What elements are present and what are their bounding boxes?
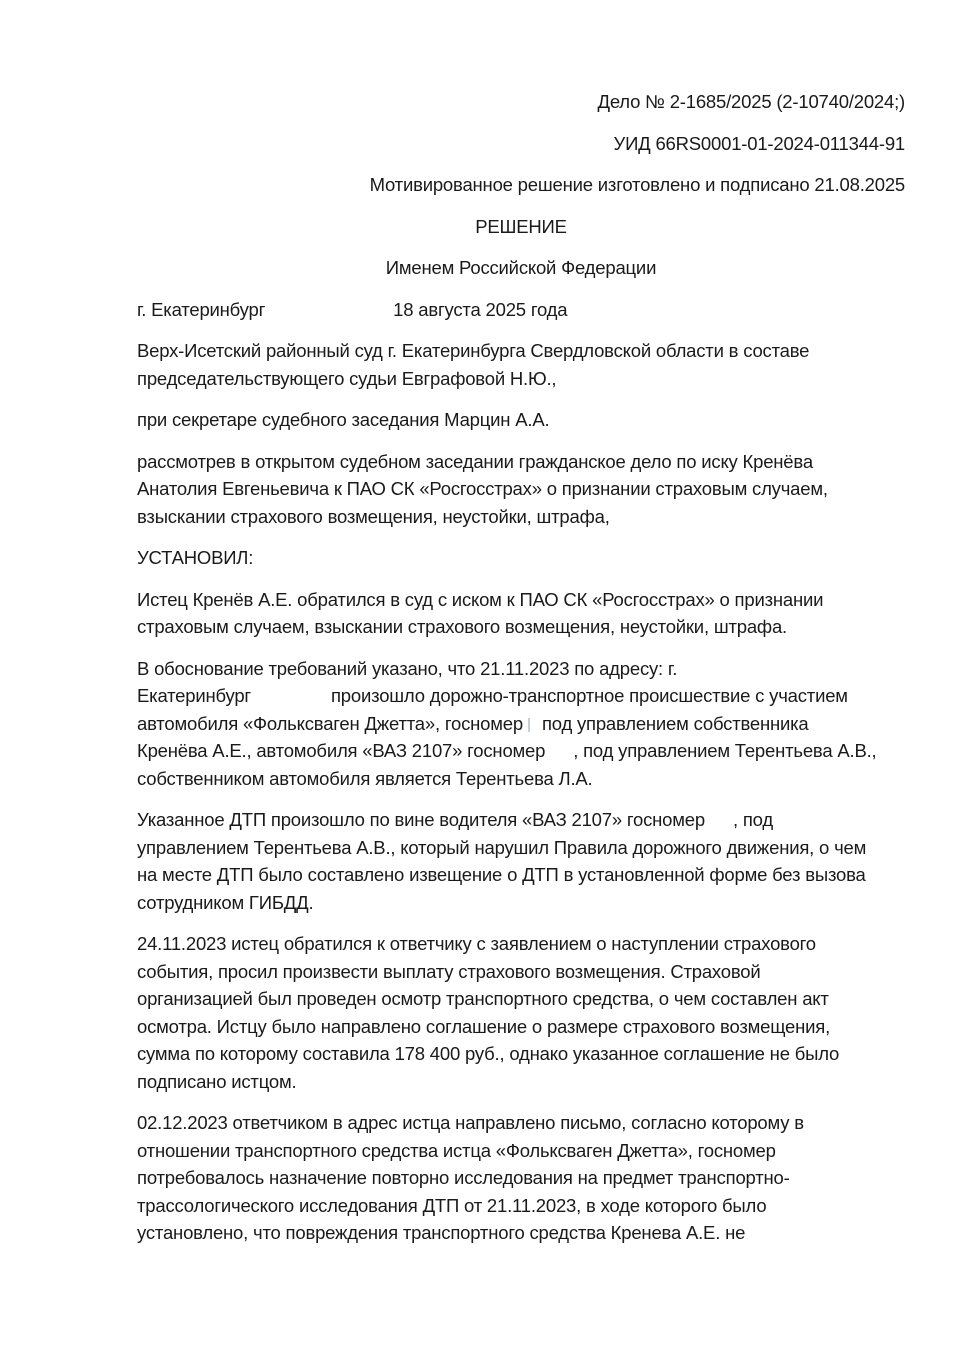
accident-description-paragraph: [137, 655, 905, 793]
text-line: [137, 765, 905, 793]
text-run: автомобиля «Фольксваген Джетта», госномер: [137, 712, 523, 734]
text-line: [137, 503, 905, 531]
text-run: на месте ДТП было составлено извещение о ДТП в установленной форме без вызова: [137, 864, 866, 885]
text-line: [137, 475, 905, 503]
text-run: Истец Кренёв А.Е. обратился в суд с иском к ПАО СК «Росгосстрах» о признании: [137, 588, 824, 610]
text-run: В обоснование требований указано, что 21.11.2023 по адресу: г.: [137, 657, 678, 679]
text-run: подписано истцом.: [137, 1070, 297, 1092]
text-run: Анатолия Евгеньевича к ПАО СК «Росгосстрах» о признании страховым случаем,: [137, 478, 828, 499]
text-line: [137, 930, 905, 958]
text-line: [137, 448, 905, 476]
text-line: [137, 1040, 905, 1068]
text-run: потребовалось назначение повторно исследования на предмет транспортно-: [137, 1167, 790, 1188]
text-run: Верх-Исетский районный суд г. Екатеринбурга Свердловской области в составе: [137, 340, 810, 361]
uid-line: [137, 130, 905, 158]
text-line: [137, 958, 905, 986]
text-line: [137, 254, 905, 282]
blank-gap: [251, 701, 331, 702]
case-review-paragraph: [137, 448, 905, 531]
text-line: [137, 1068, 905, 1096]
text-run: , под управлением Терентьева А.В.,: [573, 740, 877, 761]
text-line: [137, 213, 905, 241]
text-line: [137, 655, 905, 683]
motivated-decision-date-line: [137, 171, 905, 199]
text-line: [137, 1137, 905, 1165]
text-line: [137, 406, 905, 434]
text-line: [137, 1219, 905, 1247]
ustanovil-heading: [137, 544, 905, 572]
text-run: Кренёва А.Е., автомобиля «ВАЗ 2107» госномер: [137, 740, 546, 761]
text-line: [137, 985, 905, 1013]
text-run: рассмотрев в открытом судебном заседании гражданское дело по иску Кренёва: [137, 450, 813, 472]
text-run: взыскании страхового возмещения, неустойки, штрафа,: [137, 505, 610, 527]
text-line: [137, 1109, 905, 1137]
blank-gap: [265, 315, 393, 316]
text-line: [137, 1164, 905, 1192]
blank-gap: [545, 756, 573, 757]
text-run: произошло дорожно-транспортное происшествие с участием: [330, 685, 848, 706]
text-run: УСТАНОВИЛ:: [137, 547, 254, 568]
text-line: [137, 171, 905, 199]
insurer-letter-paragraph: [137, 1109, 905, 1247]
text-run: Мотивированное решение изготовлено и подписано 21.08.2025: [369, 174, 905, 195]
text-run: трассологического исследования ДТП от 21.11.2023, в ходе которого было: [137, 1194, 767, 1216]
text-run: управлением Терентьева А.В., который нарушил Правила дорожного движения, о чем: [137, 836, 867, 858]
text-run: осмотра. Истцу было направлено соглашение о размере страхового возмещения,: [137, 1015, 831, 1037]
text-run: председательствующего судьи Евграфовой Н.Ю.,: [137, 367, 557, 389]
text-run: РЕШЕНИЕ: [475, 215, 567, 237]
text-run: Именем Российской Федерации: [385, 257, 657, 278]
text-run: 24.11.2023 истец обратился к ответчику с заявлением о наступлении страхового: [137, 933, 816, 954]
decision-heading: [137, 213, 905, 241]
text-run: г. Екатеринбург: [137, 298, 266, 320]
secretary-paragraph: [137, 406, 905, 434]
text-line: [137, 682, 905, 710]
text-run: , под: [732, 809, 773, 830]
text-run: при секретаре судебного заседания Марцин А.А.: [137, 409, 550, 430]
text-line: [137, 710, 905, 738]
text-run: Дело № 2-1685/2025 (2-10740/2024;): [597, 91, 905, 112]
text-run: организацией был проведен осмотр транспортного средства, о чем составлен акт: [137, 988, 829, 1009]
text-run: установлено, что повреждения транспортного средства Кренева А.Е. не: [137, 1222, 746, 1243]
text-line: [137, 1013, 905, 1041]
text-line: [137, 1192, 905, 1220]
text-line: [137, 834, 905, 862]
blank-gap: [705, 825, 733, 826]
text-line: [137, 88, 905, 116]
case-number-line: [137, 88, 905, 116]
text-run: собственником автомобиля является Терентьева Л.А.: [137, 767, 593, 789]
court-composition-paragraph: [137, 337, 905, 392]
text-run: под управлением собственника: [541, 712, 809, 734]
text-line: [137, 337, 905, 365]
text-line: [137, 806, 905, 834]
fault-paragraph: [137, 806, 905, 916]
claim-paragraph: [137, 586, 905, 641]
text-run: 18 августа 2025 года: [393, 298, 568, 320]
text-run: 02.12.2023 ответчиком в адрес истца направлено письмо, согласно которому в: [137, 1112, 804, 1133]
text-line: [137, 130, 905, 158]
blank-gap: [530, 729, 542, 730]
text-line: [137, 544, 905, 572]
text-run: страховым случаем, взыскании страхового возмещения, неустойки, штрафа.: [137, 616, 787, 637]
text-run: отношении транспортного средства истца «Фольксваген Джетта», госномер: [137, 1139, 776, 1161]
text-run: сотрудником ГИБДД.: [137, 891, 314, 913]
city-and-date-line: [137, 296, 905, 324]
text-run: сумма по которому составила 178 400 руб., однако указанное соглашение не было: [137, 1043, 840, 1064]
text-run: события, просил произвести выплату страхового возмещения. Страховой: [137, 960, 761, 982]
insurance-claim-paragraph: [137, 930, 905, 1095]
text-line: [137, 296, 905, 324]
text-line: [137, 613, 905, 641]
document-body: [137, 88, 905, 1247]
text-line: [137, 365, 905, 393]
in-the-name-of-line: [137, 254, 905, 282]
text-run: Указанное ДТП произошло по вине водителя «ВАЗ 2107» госномер: [137, 809, 705, 830]
text-line: [137, 586, 905, 614]
text-line: [137, 737, 905, 765]
text-line: [137, 889, 905, 917]
text-run: УИД 66RS0001-01-2024-011344-91: [613, 132, 905, 154]
text-line: [137, 861, 905, 889]
text-run: Екатеринбург: [137, 685, 251, 706]
